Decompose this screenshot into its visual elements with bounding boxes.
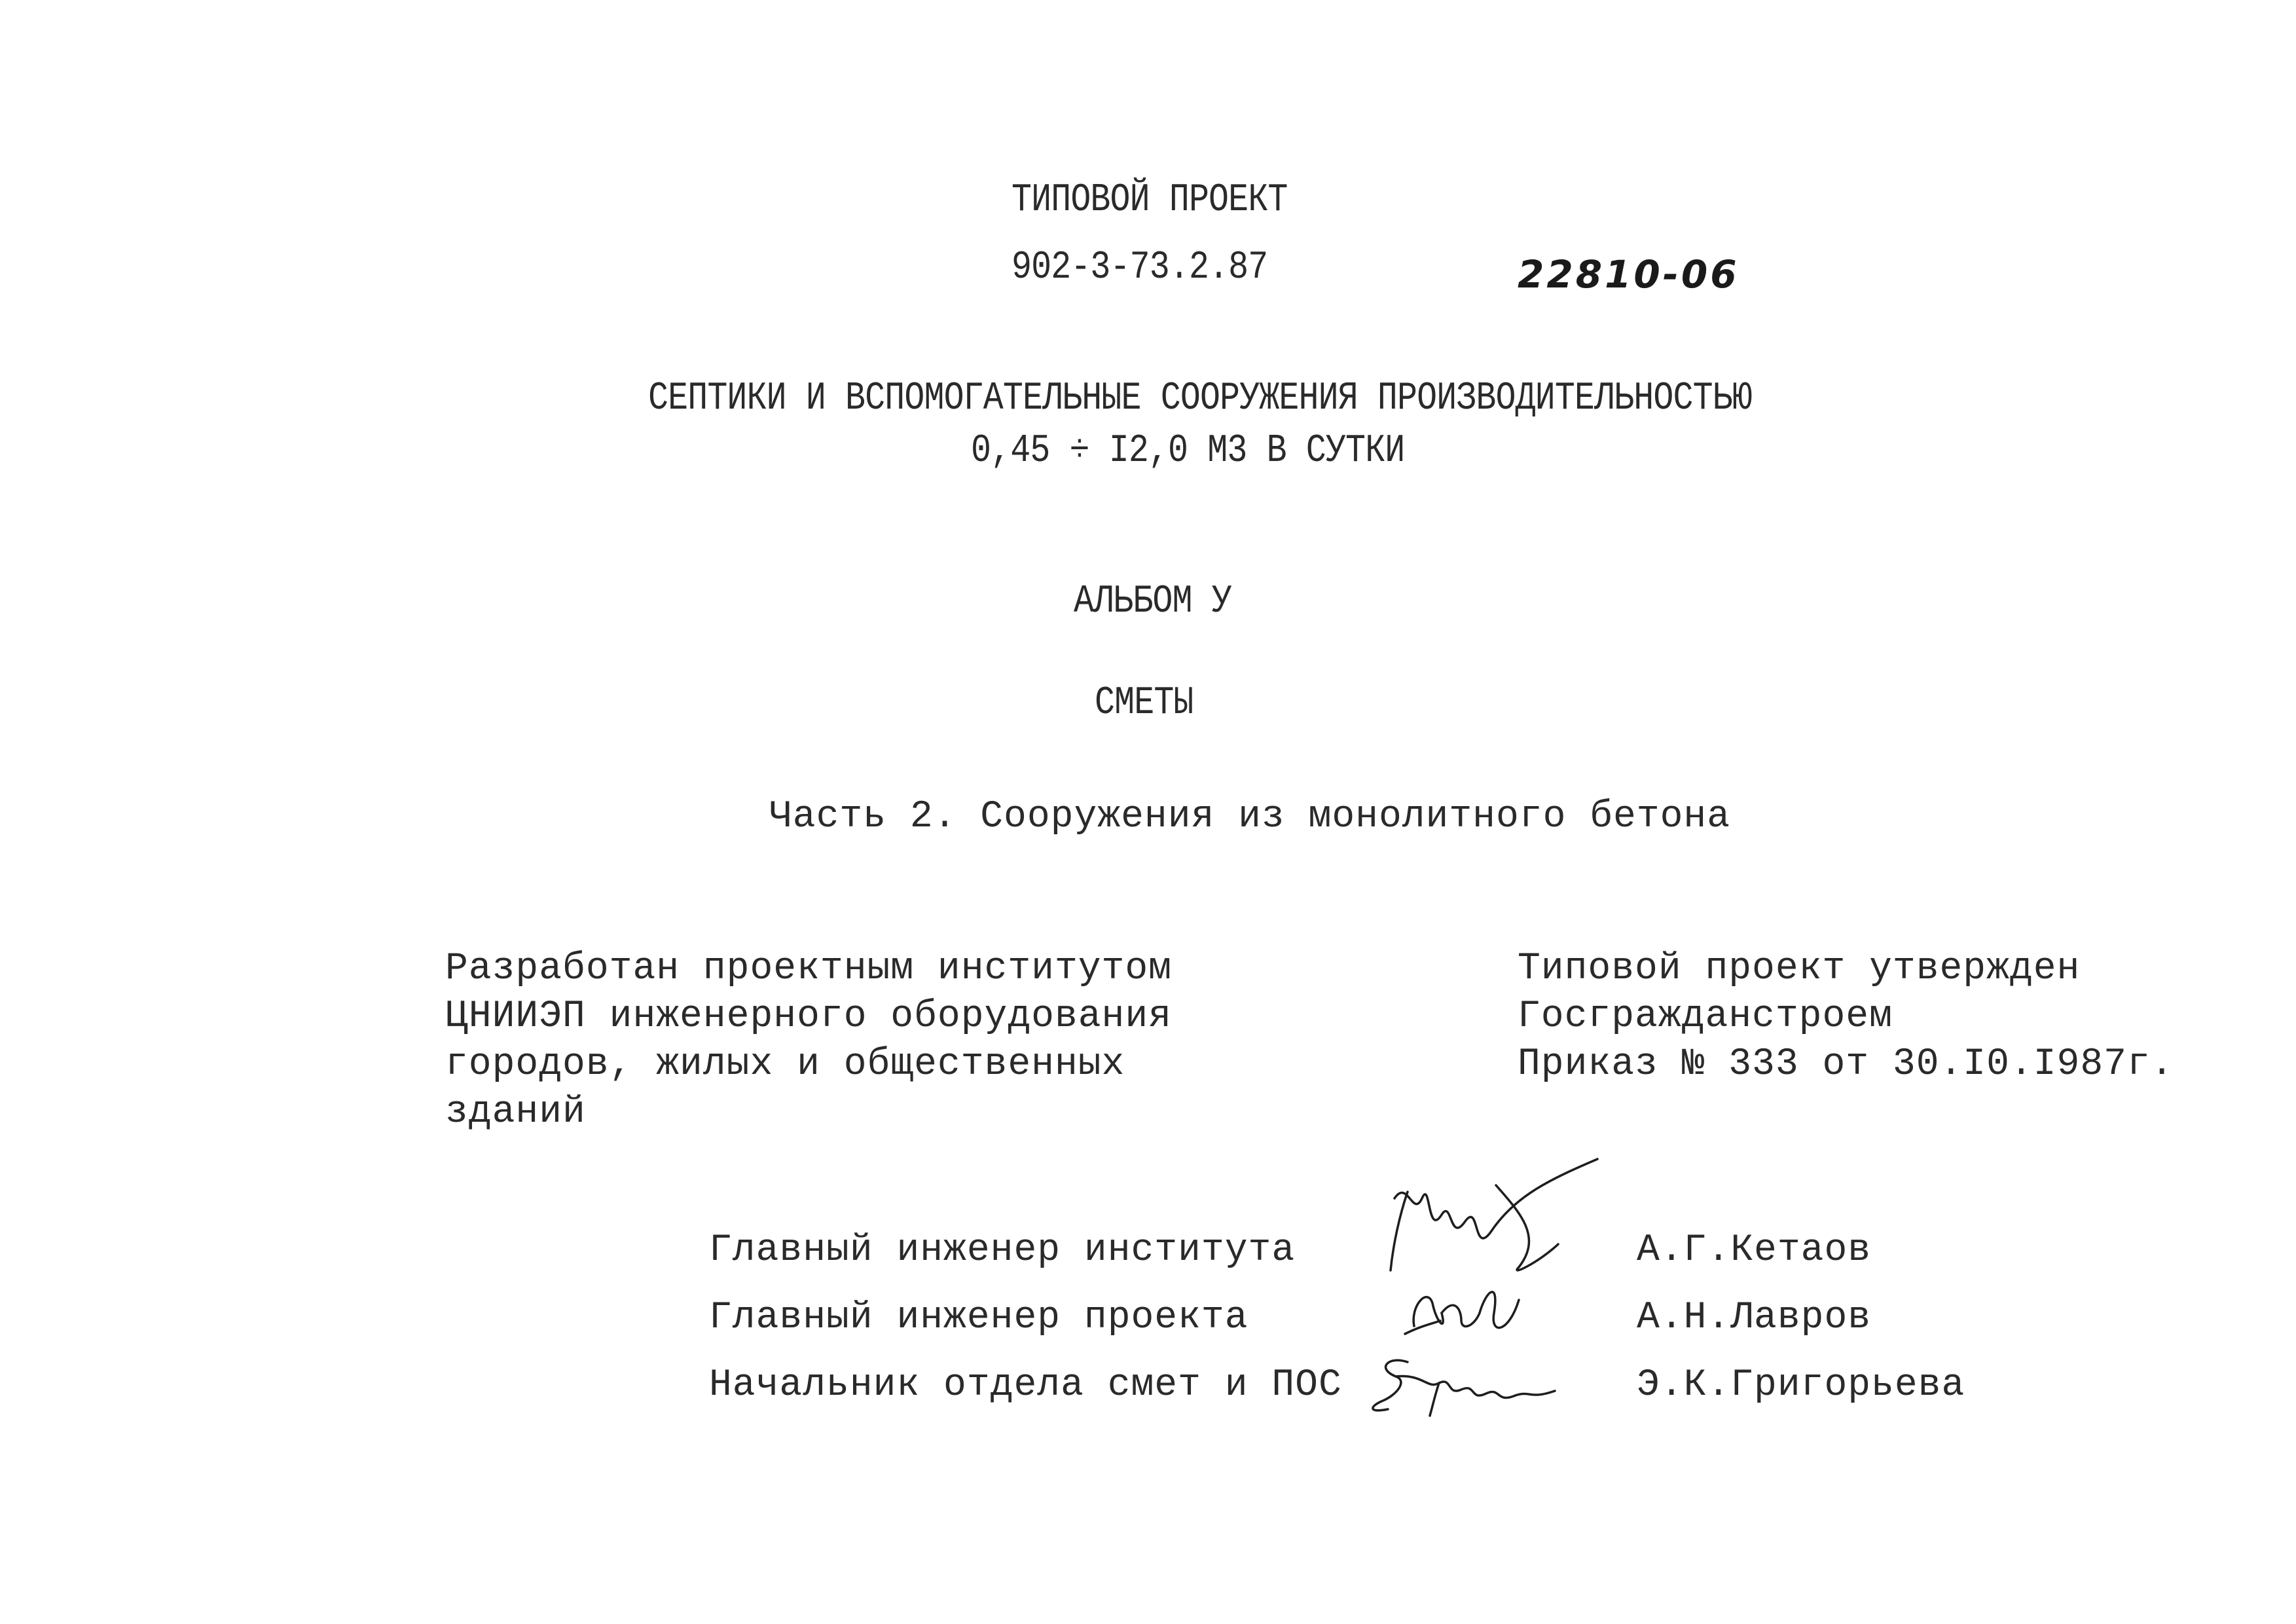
signature-3 bbox=[1362, 1342, 1571, 1421]
stamp-number: 22810-06 bbox=[1518, 252, 1740, 297]
project-number: 902-3-73.2.87 bbox=[1011, 246, 1268, 290]
part-title: Часть 2. Сооружения из монолитного бетона bbox=[769, 796, 1731, 838]
approval-line-1: Типовой проект утвержден bbox=[1518, 948, 2081, 990]
signature-1 bbox=[1381, 1153, 1611, 1277]
signatory-name-3: Э.К.Григорьева bbox=[1637, 1364, 1965, 1407]
section-label: СМЕТЫ bbox=[1095, 681, 1194, 726]
developer-line-1: Разработан проектным институтом bbox=[445, 948, 1172, 990]
signatory-position-1: Главный инженер института bbox=[709, 1229, 1296, 1272]
developer-line-3: городов, жилых и общественных bbox=[445, 1043, 1125, 1086]
title-line-1: СЕПТИКИ И ВСПОМОГАТЕЛЬНЫЕ СООРУЖЕНИЯ ПРОИЗВОДИТЕЛЬНОСТЬЮ bbox=[648, 377, 1752, 421]
signatory-name-1: А.Г.Кетаов bbox=[1637, 1229, 1872, 1272]
approval-line-2: Госгражданстроем bbox=[1518, 995, 1893, 1038]
signatory-position-3: Начальник отдела смет и ПОС bbox=[709, 1364, 1342, 1407]
developer-line-2: ЦНИИЭП инженерного оборудования bbox=[445, 995, 1172, 1038]
project-label: ТИПОВОЙ ПРОЕКТ bbox=[1011, 178, 1288, 223]
signature-2 bbox=[1401, 1261, 1545, 1352]
signatory-name-2: А.Н.Лавров bbox=[1637, 1297, 1872, 1339]
developer-line-4: зданий bbox=[445, 1091, 586, 1134]
signatory-position-2: Главный инженер проекта bbox=[709, 1297, 1248, 1339]
album-label: АЛЬБОМ У bbox=[1074, 580, 1231, 624]
title-line-2: 0,45 ÷ I2,0 М3 В СУТКИ bbox=[971, 429, 1405, 473]
approval-line-3: Приказ № 333 от 30.I0.I987г. bbox=[1518, 1043, 2174, 1086]
